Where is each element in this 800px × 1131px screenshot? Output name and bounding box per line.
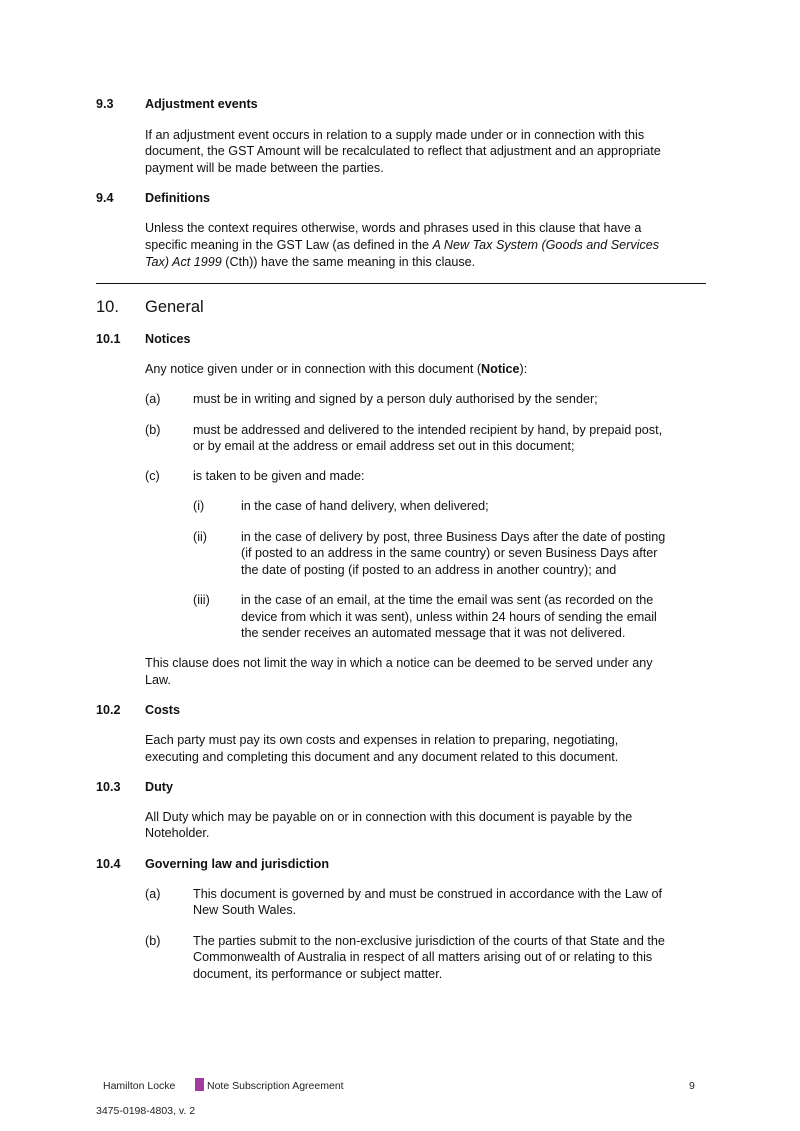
clause-heading: Duty	[145, 780, 173, 794]
subitem-line: the date of posting (if posted to an address in another country); and	[241, 563, 617, 577]
paragraph-line: Law.	[145, 673, 171, 687]
item-line: is taken to be given and made:	[193, 469, 365, 483]
paragraph-line	[145, 237, 659, 253]
clause-heading: Notices	[145, 332, 191, 346]
paragraph-line: All Duty which may be payable on or in connection with this document is payable by the	[145, 810, 633, 824]
clause-number: 10.3	[96, 780, 121, 794]
item-line: Commonwealth of Australia in respect of all matters arising out of or relating to this	[193, 950, 653, 964]
clause-number: 10.2	[96, 703, 121, 717]
clause-number: 10.4	[96, 857, 121, 871]
item-label: (c)	[145, 469, 160, 483]
item-line: must be in writing and signed by a person duly authorised by the sender;	[193, 392, 598, 406]
footer-firm: Hamilton Locke	[103, 1080, 176, 1092]
item-label: (b)	[145, 934, 161, 948]
defined-term: Notice	[481, 362, 520, 376]
footer-document-title	[195, 1078, 344, 1094]
subitem-line: in the case of delivery by post, three Business Days after the date of posting	[241, 530, 666, 544]
footer-doc-text: Note Subscription Agreement	[207, 1080, 344, 1092]
subitem-line: in the case of an email, at the time the email was sent (as recorded on the	[241, 593, 654, 607]
subitem-label: (i)	[193, 499, 205, 513]
paragraph-line: payment will be made between the parties.	[145, 161, 384, 175]
clause-number: 10.1	[96, 332, 121, 346]
paragraph-line: executing and completing this document and any document related to this document.	[145, 750, 619, 764]
item-label: (a)	[145, 887, 161, 901]
item-line: This document is governed by and must be construed in accordance with the Law of	[193, 887, 663, 901]
text: (Cth)) have the same meaning in this clause.	[221, 255, 476, 269]
paragraph-line: Unless the context requires otherwise, words and phrases used in this clause that have a	[145, 221, 642, 235]
paragraph-line	[145, 361, 527, 377]
clause-number: 9.4	[96, 191, 114, 205]
paragraph-line: document, the GST Amount will be recalculated to reflect that adjustment and an appropriate	[145, 144, 661, 158]
item-line: The parties submit to the non-exclusive jurisdiction of the courts of that State and the	[193, 934, 665, 948]
text: ):	[519, 362, 528, 376]
text: Any notice given under or in connection with this document (	[145, 362, 482, 376]
item-label: (b)	[145, 423, 161, 437]
item-line: or by email at the address or email address set out in this document;	[193, 439, 575, 453]
clause-heading: Governing law and jurisdiction	[145, 857, 330, 871]
section-heading: General	[145, 298, 204, 316]
item-line: document, its performance or subject matter.	[193, 967, 443, 981]
paragraph-line: Each party must pay its own costs and expenses in relation to preparing, negotiating,	[145, 733, 619, 747]
act-title: Tax) Act 1999	[145, 255, 222, 269]
subitem-label: (ii)	[193, 530, 207, 544]
paragraph-line: Noteholder.	[145, 826, 210, 840]
paragraph-line	[145, 254, 475, 270]
subitem-label: (iii)	[193, 593, 210, 607]
section-number: 10.	[96, 298, 119, 316]
clause-heading: Adjustment events	[145, 97, 258, 111]
clause-heading: Definitions	[145, 191, 211, 205]
subitem-line: in the case of hand delivery, when delivered;	[241, 499, 489, 513]
clause-heading: Costs	[145, 703, 180, 717]
clause-number: 9.3	[96, 97, 114, 111]
text: specific meaning in the GST Law (as defined in the	[145, 238, 433, 252]
document-reference: 3475-0198-4803, v. 2	[96, 1105, 196, 1117]
item-line: must be addressed and delivered to the intended recipient by hand, by prepaid post,	[193, 423, 663, 437]
page-number: 9	[689, 1080, 695, 1092]
subitem-line: (if posted to an address in the same country) or seven Business Days after	[241, 546, 658, 560]
paragraph-line: This clause does not limit the way in which a notice can be deemed to be served under any	[145, 656, 653, 670]
item-line: New South Wales.	[193, 903, 297, 917]
subitem-line: the sender receives an automated message that it was not delivered.	[241, 626, 626, 640]
section-divider	[96, 283, 706, 284]
act-title: A New Tax System (Goods and Services	[432, 238, 660, 252]
accent-square-icon	[195, 1078, 204, 1091]
subitem-line: device from which it was sent), unless within 24 hours of sending the email	[241, 610, 657, 624]
paragraph-line: If an adjustment event occurs in relation to a supply made under or in connection with this	[145, 128, 645, 142]
item-label: (a)	[145, 392, 161, 406]
